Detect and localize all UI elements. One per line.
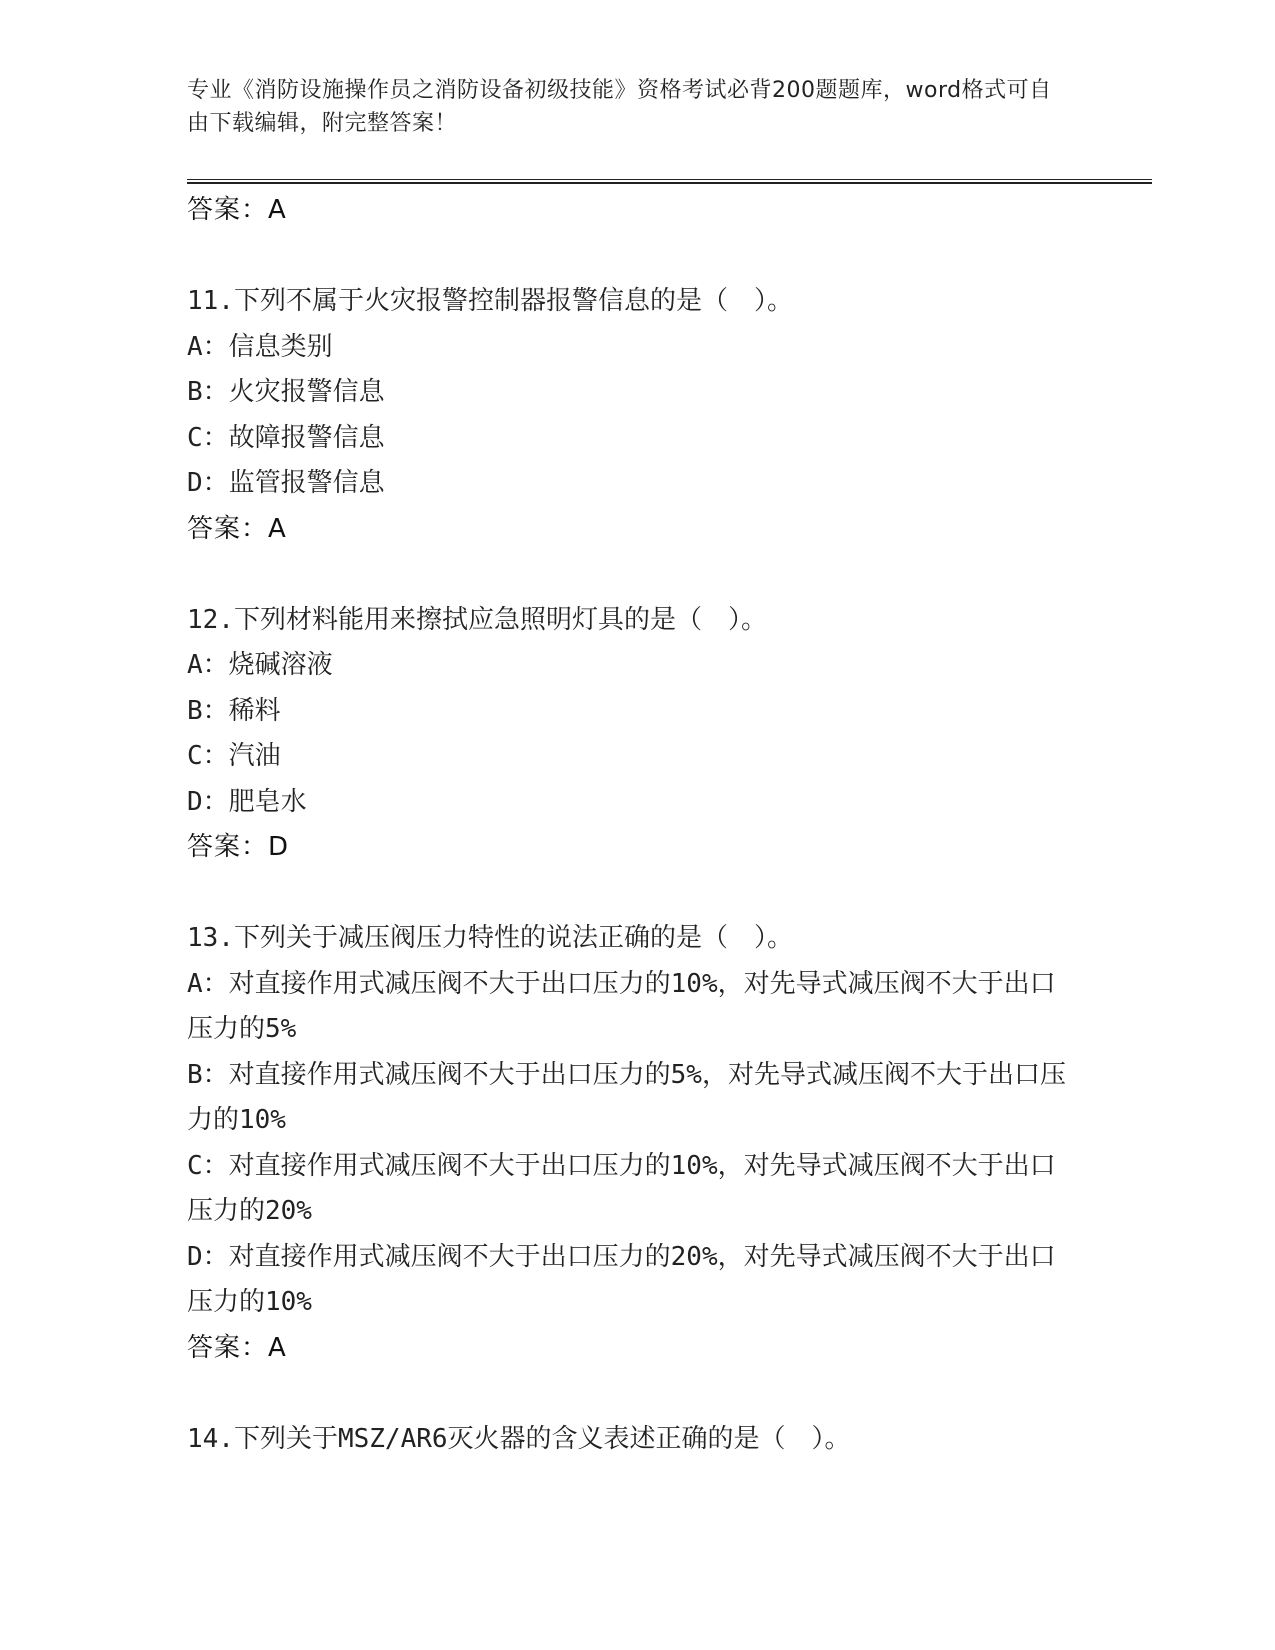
- option-d: D：监管报警信息: [187, 468, 385, 498]
- question-12: [187, 598, 1067, 871]
- option-d: D：肥皂水: [187, 786, 307, 817]
- option-c: C：对直接作用式减压阀不大于出口压力的10%，对先导式减压阀不大于出口压力的20%: [187, 1150, 1056, 1226]
- option-b: B：稀料: [187, 695, 281, 726]
- header-divider-thin: [187, 179, 1152, 180]
- option-a: A：信息类别: [187, 331, 333, 362]
- option-a: A：对直接作用式减压阀不大于出口压力的10%，对先导式减压阀不大于出口压力的5%: [187, 968, 1056, 1044]
- previous-answer: 答案：A: [187, 195, 287, 225]
- question-stem: 12.下列材料能用来擦拭应急照明灯具的是（ ）。: [187, 604, 767, 635]
- option-c: C：故障报警信息: [187, 422, 385, 453]
- option-d: D：对直接作用式减压阀不大于出口压力的20%，对先导式减压阀不大于出口压力的10%: [187, 1241, 1056, 1317]
- option-b: B：火灾报警信息: [187, 377, 385, 407]
- answer: 答案：D: [187, 832, 290, 862]
- page-header: 专业《消防设施操作员之消防设备初级技能》资格考试必背200题题库，word格式可自由下载编辑，附完整答案！: [187, 78, 1052, 136]
- question-13: [187, 916, 1067, 1371]
- question-14: [187, 1417, 1067, 1463]
- answer: 答案：A: [187, 513, 287, 544]
- option-a: A：烧碱溶液: [187, 650, 333, 680]
- option-c: C：汽油: [187, 741, 281, 771]
- question-stem: 11.下列不属于火灾报警控制器报警信息的是（ ）。: [187, 286, 793, 316]
- question-stem: 13.下列关于减压阀压力特性的说法正确的是（ ）。: [187, 923, 793, 953]
- header-divider-thick: [187, 182, 1152, 184]
- question-stem: 14.下列关于MSZ/AR6灭火器的含义表述正确的是（ ）。: [187, 1423, 851, 1454]
- option-b: B：对直接作用式减压阀不大于出口压力的5%，对先导式减压阀不大于出口压力的10%: [187, 1059, 1066, 1135]
- question-list: [187, 188, 1067, 1462]
- answer: 答案：A: [187, 1332, 287, 1363]
- document-page: [187, 0, 1152, 1650]
- question-11: [187, 279, 1067, 552]
